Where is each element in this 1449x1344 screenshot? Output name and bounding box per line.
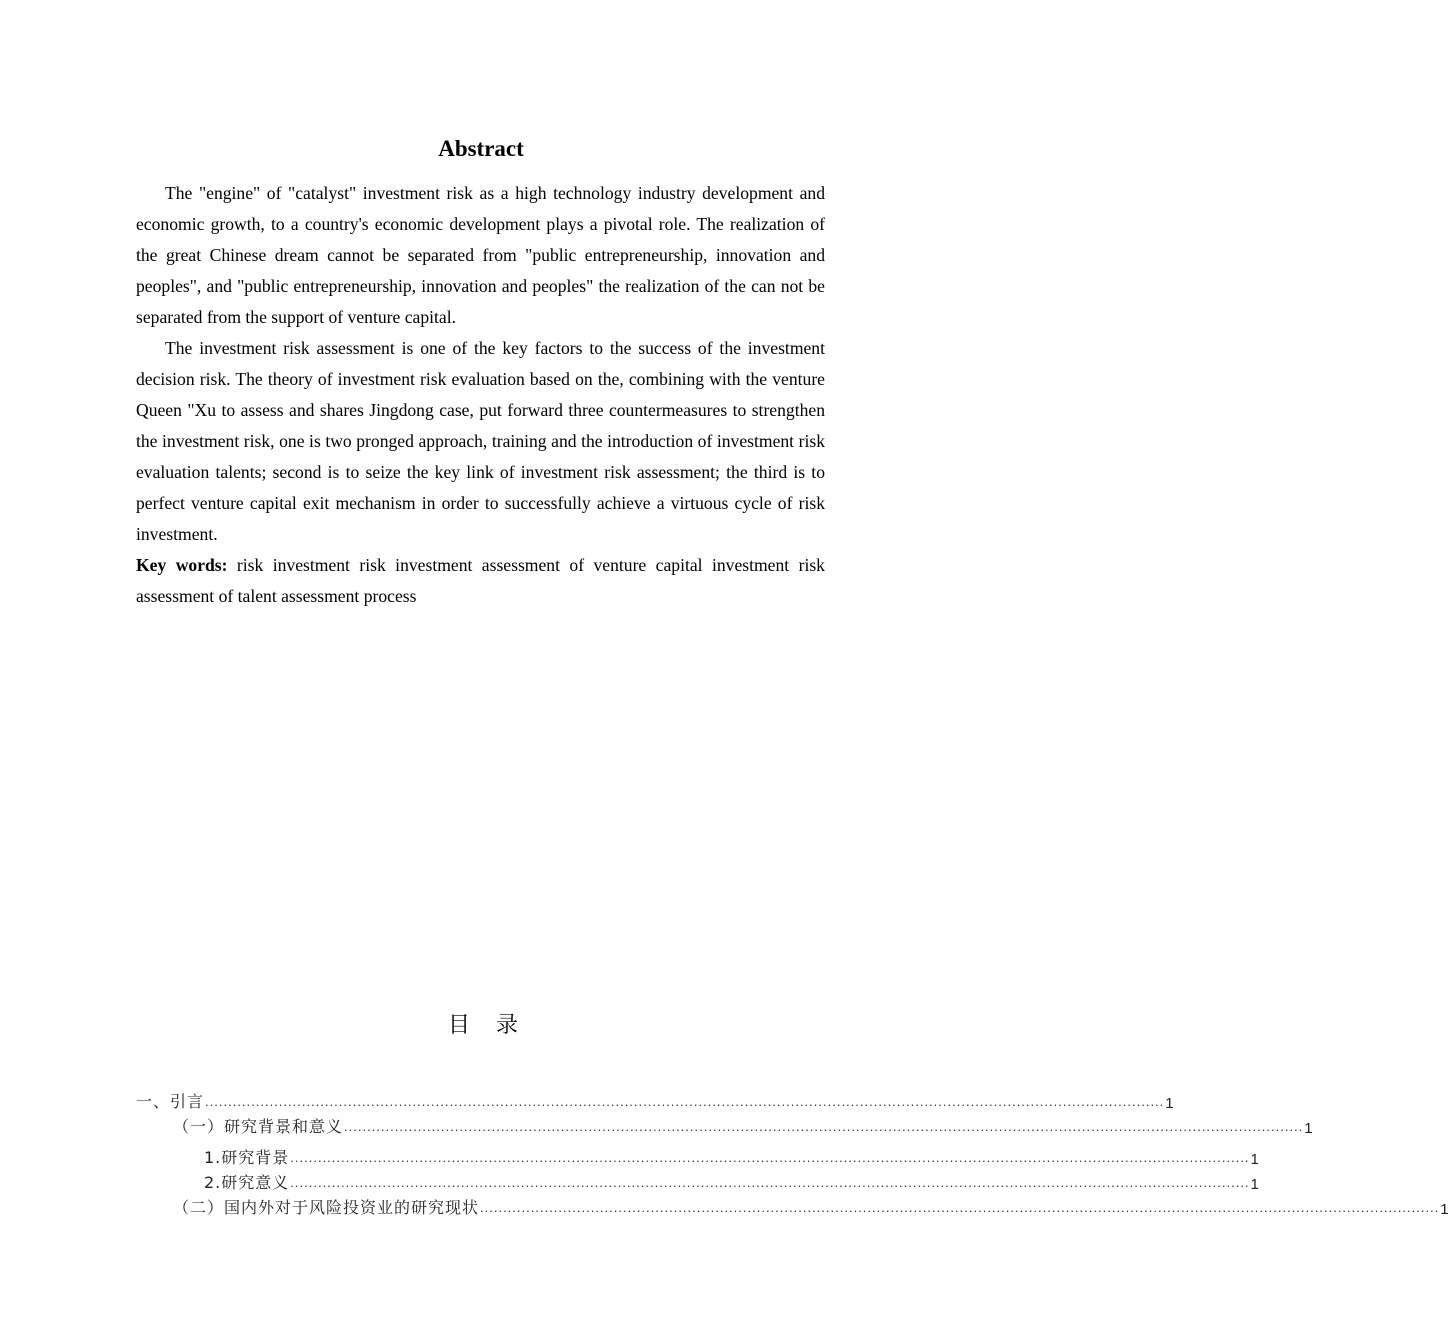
toc-leader-dots: ................................................................................................................................................................................................................	[290, 1150, 1250, 1165]
toc-leader-dots: ................................................................................................................................................................................................................	[344, 1119, 1304, 1134]
toc-entry-page: 1	[1304, 1120, 1313, 1137]
toc-entry[interactable]	[136, 1088, 1174, 1112]
toc-leader-dots: ................................................................................................................................................................................................................	[205, 1094, 1165, 1109]
toc-entry-title: 一、引言	[136, 1092, 205, 1111]
toc-entry-title: 1.研究背景	[204, 1148, 290, 1167]
toc-title-char: 目	[447, 1013, 496, 1038]
toc-entry[interactable]	[136, 1194, 1449, 1218]
toc-entry-page: 1	[1165, 1095, 1174, 1112]
toc-title-char: 录	[496, 1013, 519, 1038]
toc-entry-title: （一）研究背景和意义	[173, 1117, 344, 1136]
abstract-body	[136, 178, 825, 612]
toc-leader-dots: ................................................................................................................................................................................................................	[290, 1175, 1250, 1190]
toc-entry[interactable]	[136, 1169, 1259, 1193]
keywords-line	[136, 550, 825, 612]
keywords-label: Key words:	[136, 555, 228, 575]
abstract-paragraph: The "engine" of "catalyst" investment risk as a high technology industry development and economic growth, to a country's economic development plays a pivotal role. The realization of the great Chinese dream cannot be separated from "public entrepreneurship, innovation and peoples", and "public entrepreneurship, innovation and peoples" the realization of the can not be separated from the support of venture capital.	[136, 183, 825, 327]
abstract-title: Abstract	[438, 136, 524, 161]
toc-entry-title: （二）国内外对于风险投资业的研究现状	[173, 1198, 480, 1217]
toc-entry-page: 1	[1440, 1201, 1449, 1218]
toc-leader-dots: ................................................................................................................................................................................................................	[480, 1200, 1440, 1215]
toc-entry-page: 1	[1250, 1176, 1259, 1193]
toc-entry[interactable]	[136, 1144, 1259, 1168]
keywords-text: risk investment risk investment assessment of venture capital investment risk assessment of talent assessment process	[136, 555, 825, 606]
toc-title	[0, 1011, 966, 1041]
toc-entry[interactable]	[136, 1113, 1313, 1137]
toc-entry-page: 1	[1250, 1151, 1259, 1168]
abstract-paragraph: The investment risk assessment is one of the key factors to the success of the investment decision risk. The theory of investment risk evaluation based on the, combining with the venture Queen "Xu to assess and shares Jingdong case, put forward three countermeasures to strengthen the investment risk, one is two pronged approach, training and the introduction of investment risk evaluation talents; second is to seize the key link of investment risk assessment; the third is to perfect venture capital exit mechanism in order to successfully achieve a virtuous cycle of risk investment.	[136, 338, 825, 544]
toc-entry-title: 2.研究意义	[204, 1173, 290, 1192]
